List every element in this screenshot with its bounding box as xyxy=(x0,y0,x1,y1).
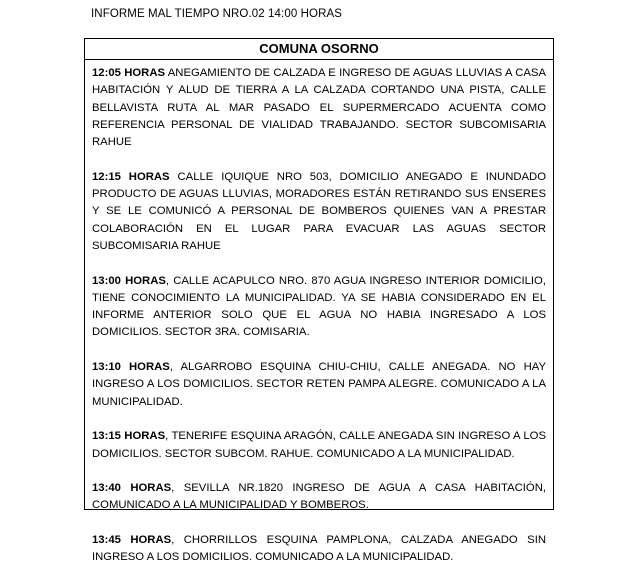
incident-time: 12:15 HORAS xyxy=(92,170,170,183)
incident-entry xyxy=(92,428,546,463)
incident-entry xyxy=(92,65,546,151)
incident-text: , CHORRILLOS ESQUINA PAMPLONA, CALZADA ANEGADO SIN INGRESO A LOS DOMICILIOS. COMUNICADO A LA MUNICIPALIDAD. xyxy=(92,534,546,564)
incident-time: 13:45 HORAS xyxy=(92,534,172,547)
incident-time: 13:40 HORAS xyxy=(92,482,172,495)
incident-time: 13:00 HORAS xyxy=(92,274,166,287)
incident-time: 13:15 HORAS xyxy=(92,430,166,443)
incident-text: , TENERIFE ESQUINA ARAGÓN, CALLE ANEGADA SIN INGRESO A LOS DOMICILIOS. SECTOR SUBCOM. RAHUE. COMUNICADO A LA MUNICIPALIDAD. xyxy=(92,430,546,460)
incident-entry xyxy=(92,273,546,342)
incident-list xyxy=(85,60,553,567)
incident-entry xyxy=(92,480,546,515)
incident-text: , CALLE ACAPULCO NRO. 870 AGUA INGRESO INTERIOR DOMICILIO, TIENE CONOCIMIENTO LA MUNICIPALIDAD. YA SE HABIA CONSIDERADO EN EL INFORME ANTERIOR SOLO QUE EL AGUA NO HABIA INGRESADO A LOS DOMICILIOS. SECTOR 3RA. COMISARIA. xyxy=(92,274,546,339)
incident-text: ANEGAMIENTO DE CALZADA E INGRESO DE AGUAS LLUVIAS A CASA HABITACIÓN Y ALUD DE TIERRA A LA CALZADA CORTANDO UNA PISTA, CALLE BELLAVISTA RUTA AL MAR PASADO EL SUPERMERCADO ACUENTA COMO REFERENCIA PERSONAL DE VIALIDAD TRABAJANDO. SECTOR SUBCOMISARIA RAHUE xyxy=(92,67,546,149)
commune-header: COMUNA OSORNO xyxy=(85,39,553,60)
incident-entry xyxy=(92,532,546,567)
incident-time: 12:05 HORAS xyxy=(92,67,166,79)
incident-time: 13:10 HORAS xyxy=(92,361,170,374)
report-table xyxy=(84,38,554,564)
incident-entry xyxy=(92,169,546,255)
incident-text: CALLE IQUIQUE NRO 503, DOMICILIO ANEGADO E INUNDADO PRODUCTO DE AGUAS LLUVIAS, MORADORES ESTÁN RETIRANDO SUS ENSERES Y SE LE COMUNICÓ A PERSONAL DE BOMBEROS QUIENES VAN A PRESTAR COLABORACIÓN EN EL LUGAR PARA EVACUAR LAS AGUAS SECTOR SUBCOMISARIA RAHUE xyxy=(92,170,547,252)
incident-text: , ALGARROBO ESQUINA CHIU-CHIU, CALLE ANEGADA. NO HAY INGRESO A LOS DOMICILIOS. SECTOR RETEN PAMPA ALEGRE. COMUNICADO A LA MUNICIPALIDAD. xyxy=(92,361,546,408)
incident-entry xyxy=(92,359,546,411)
report-title: INFORME MAL TIEMPO NRO.02 14:00 HORAS xyxy=(91,8,343,20)
incident-text: , SEVILLA NR.1820 INGRESO DE AGUA A CASA HABITACIÓN, COMUNICADO A LA MUNICIPALIDAD Y BOMBEROS. xyxy=(92,482,546,512)
